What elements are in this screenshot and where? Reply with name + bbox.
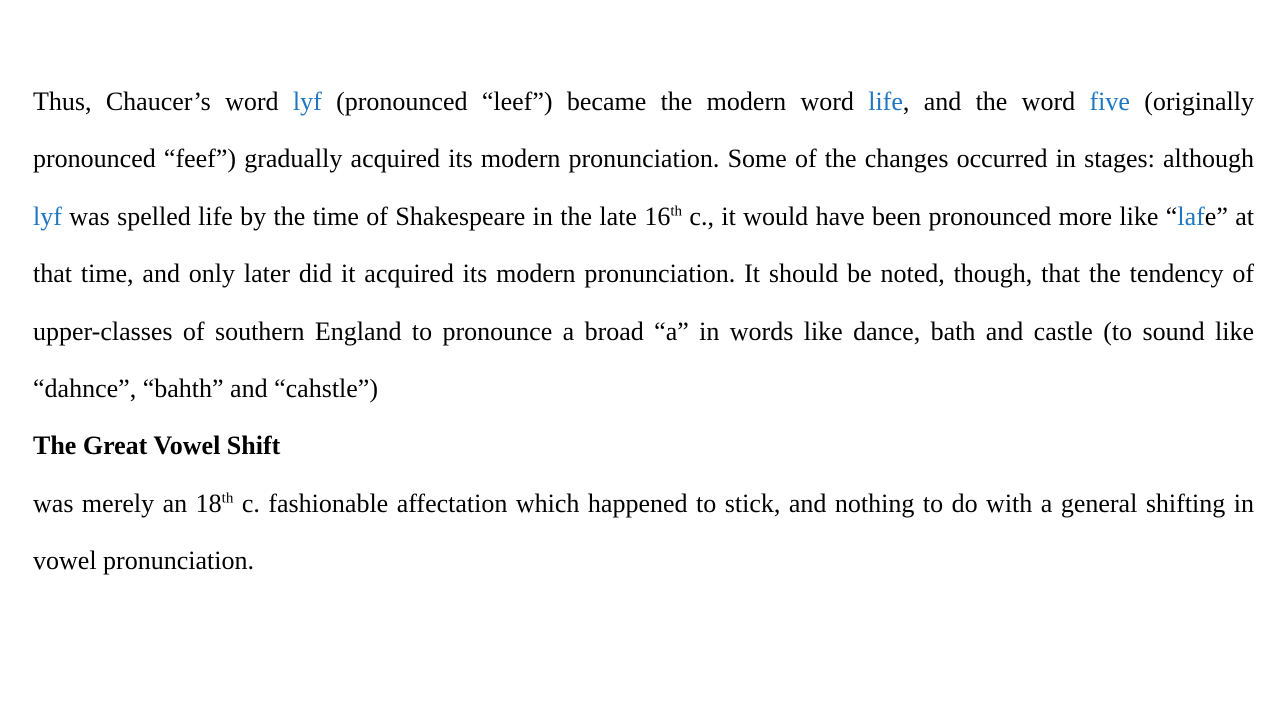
paragraph-affectation [33, 475, 1254, 590]
paragraph-chaucer [33, 73, 1254, 417]
text-segment: c., it would have been pronounced more like “ [682, 201, 1178, 231]
text-segment: (originally pronounced “feef”) gradually acquired its modern pronunciation. Some of the changes occurred in stages: although [33, 87, 1254, 174]
text-segment: Thus, Chaucer’s word [33, 87, 293, 116]
text-segment: c. fashionable affectation which happened to stick, and nothing to do with a general shifting in vowel pronunciation. [33, 488, 1254, 576]
text-segment: , and the word [902, 87, 1090, 116]
keyword-lyf: lyf [33, 201, 62, 231]
keyword-lyf: lyf [292, 87, 322, 116]
text-segment: (pronounced “leef”) became the modern word [321, 87, 869, 116]
slide-content [33, 73, 1254, 590]
text-segment: was spelled life by the time of Shakespeare in the late 16 [61, 201, 671, 231]
keyword-life: life [868, 87, 903, 116]
text-segment: e” at that time, and only later did it acquired its modern pronunciation. It should be noted, though, that the tendency of upper-classes of southern England to pronounce a broad “a” in words like dance, bath and castle (to sound like “dahnce”, “bahth” and “cahstle”) [33, 201, 1255, 404]
ordinal-superscript: th [221, 490, 234, 507]
ordinal-superscript: th [670, 203, 683, 220]
keyword-laf: laf [1177, 201, 1205, 231]
text-segment: was merely an 18 [33, 488, 222, 518]
section-heading: The Great Vowel Shift [33, 431, 281, 461]
keyword-five: five [1089, 87, 1130, 116]
